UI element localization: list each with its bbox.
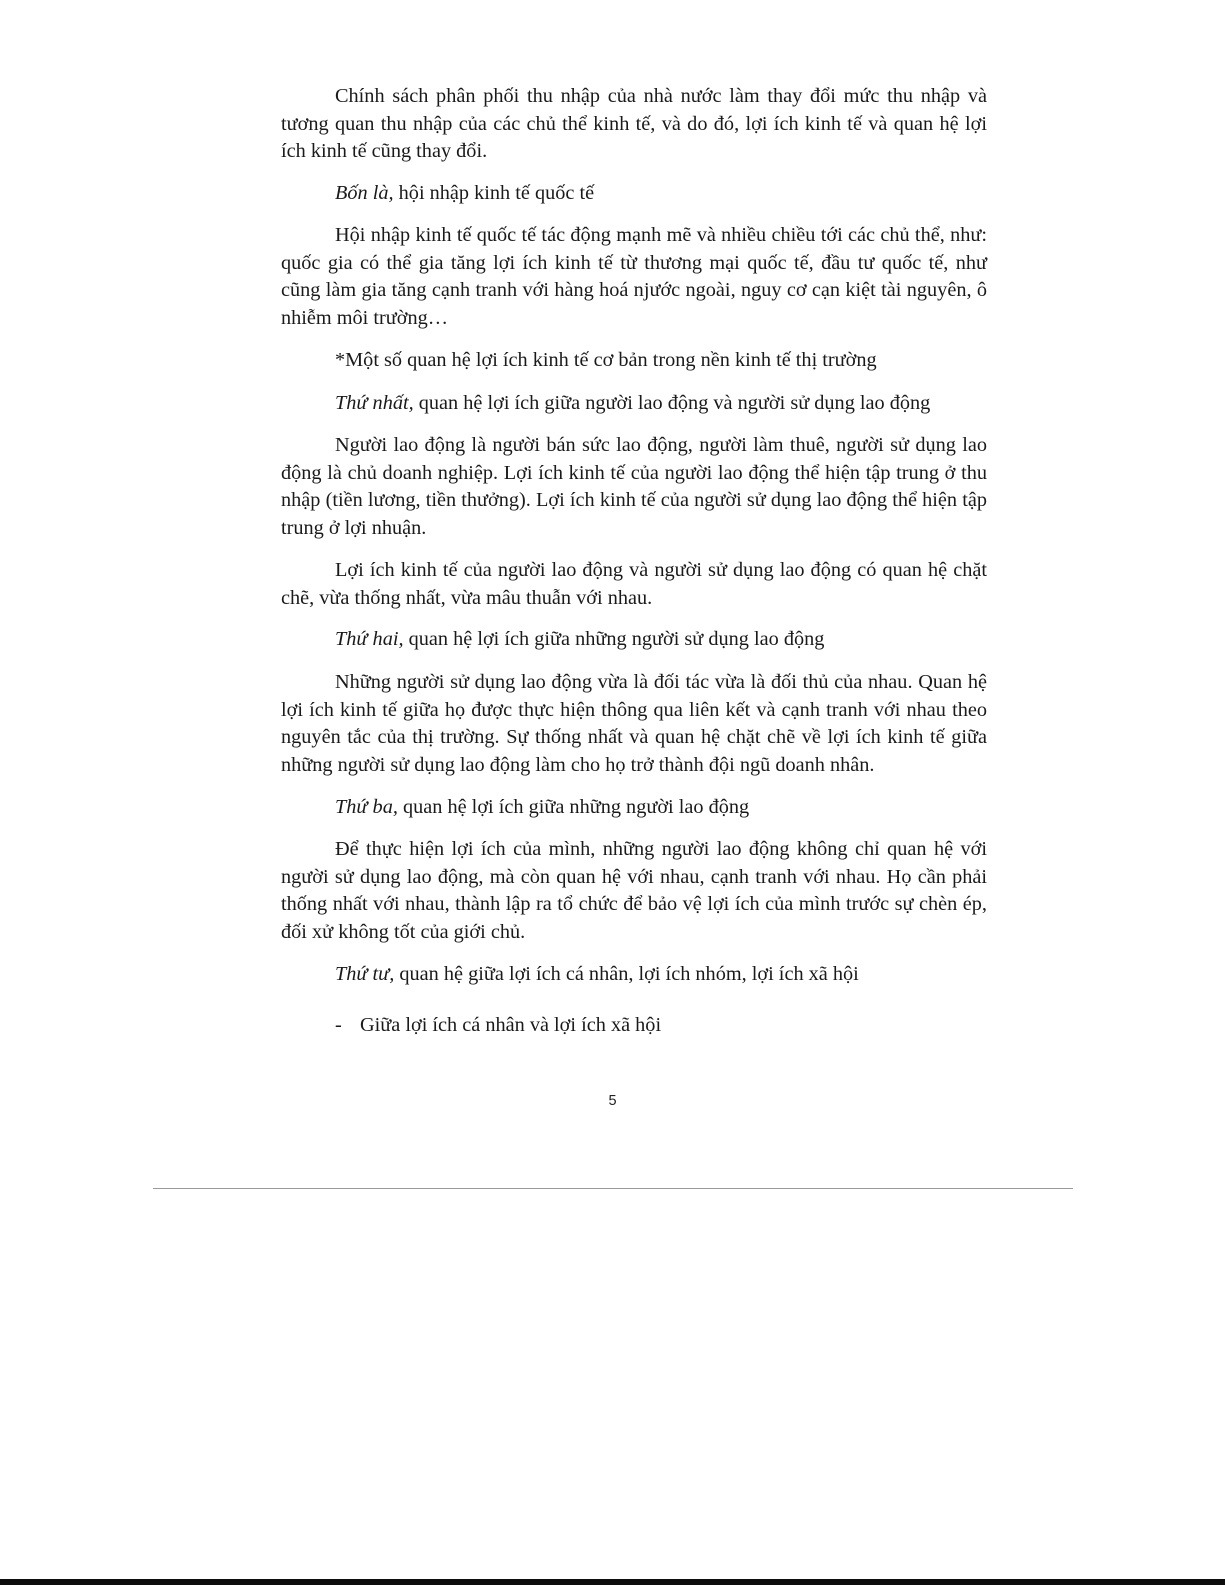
heading-lead: Thứ tư,	[335, 963, 395, 985]
heading-rest: quan hệ giữa lợi ích cá nhân, lợi ích nhóm, lợi ích xã hội	[394, 963, 859, 985]
heading-lead: Thứ nhất,	[335, 392, 414, 414]
paragraph-workers: Để thực hiện lợi ích của mình, những người lao động không chỉ quan hệ với người sử dụng lao động, mà còn quan hệ với nhau, cạnh tranh với nhau. Họ cần phải thống nhất với nhau, thành lập ra tổ chức để bảo vệ lợi ích của mình trước sự chèn ép, đối xử không tốt của giới chủ.	[281, 838, 987, 943]
heading-rest: hội nhập kinh tế quốc tế	[393, 182, 595, 204]
heading-lead: Bốn là,	[335, 182, 394, 204]
paragraph-employers: Những người sử dụng lao động vừa là đối tác vừa là đối thủ của nhau. Quan hệ lợi ích kinh tế giữa họ được thực hiện thông qua liên kết và cạnh tranh với nhau theo nguyên tắc của thị trường. Sự thống nhất và quan hệ chặt chẽ về lợi ích kinh tế giữa những người sử dụng lao động làm cho họ trở thành đội ngũ doanh nhân.	[281, 671, 987, 776]
heading-second-relation	[281, 626, 987, 654]
paragraph-integration-impact: Hội nhập kinh tế quốc tế tác động mạnh mẽ và nhiều chiều tới các chủ thể, như: quốc gia có thể gia tăng lợi ích kinh tế từ thương mại quốc tế, đầu tư quốc tế, như cũng làm gia tăng cạnh tranh với hàng hoá njước ngoài, nguy cơ cạn kiệt tài nguyên, ô nhiễm môi trường…	[281, 224, 987, 329]
heading-fourth-relation	[281, 961, 987, 989]
heading-rest: quan hệ lợi ích giữa người lao động và người sử dụng lao động	[413, 392, 931, 414]
bottom-edge-bar	[0, 1579, 1225, 1585]
bullet-dash: -	[335, 1014, 342, 1036]
bullet-text: Giữa lợi ích cá nhân và lợi ích xã hội	[360, 1014, 662, 1036]
paragraph-worker-employer: Người lao động là người bán sức lao động, người làm thuê, người sử dụng lao động là chủ doanh nghiệp. Lợi ích kinh tế của người lao động thể hiện tập trung ở thu nhập (tiền lương, tiền thưởng). Lợi ích kinh tế của người sử dụng lao động thể hiện tập trung ở lợi nhuận.	[281, 434, 987, 539]
bullet-item	[335, 1012, 661, 1040]
heading-basic-relations: *Một số quan hệ lợi ích kinh tế cơ bản trong nền kinh tế thị trường	[335, 349, 877, 371]
heading-third-relation	[281, 794, 987, 822]
heading-lead: Thứ ba,	[335, 796, 398, 818]
heading-rest: quan hệ lợi ích giữa những người sử dụng lao động	[403, 628, 825, 650]
heading-first-relation	[281, 390, 987, 418]
heading-lead: Thứ hai,	[335, 628, 404, 650]
page-number: 5	[608, 1093, 617, 1109]
heading-rest: quan hệ lợi ích giữa những người lao động	[397, 796, 750, 818]
paragraph-worker-employer-relation: Lợi ích kinh tế của người lao động và người sử dụng lao động có quan hệ chặt chẽ, vừa thống nhất, vừa mâu thuẫn với nhau.	[281, 559, 987, 609]
page-break-divider	[153, 1188, 1073, 1189]
heading-international-integration	[281, 180, 987, 208]
paragraph-income-policy: Chính sách phân phối thu nhập của nhà nước làm thay đổi mức thu nhập và tương quan thu nhập của các chủ thể kinh tế, và do đó, lợi ích kinh tế và quan hệ lợi ích kinh tế cũng thay đổi.	[281, 85, 987, 162]
